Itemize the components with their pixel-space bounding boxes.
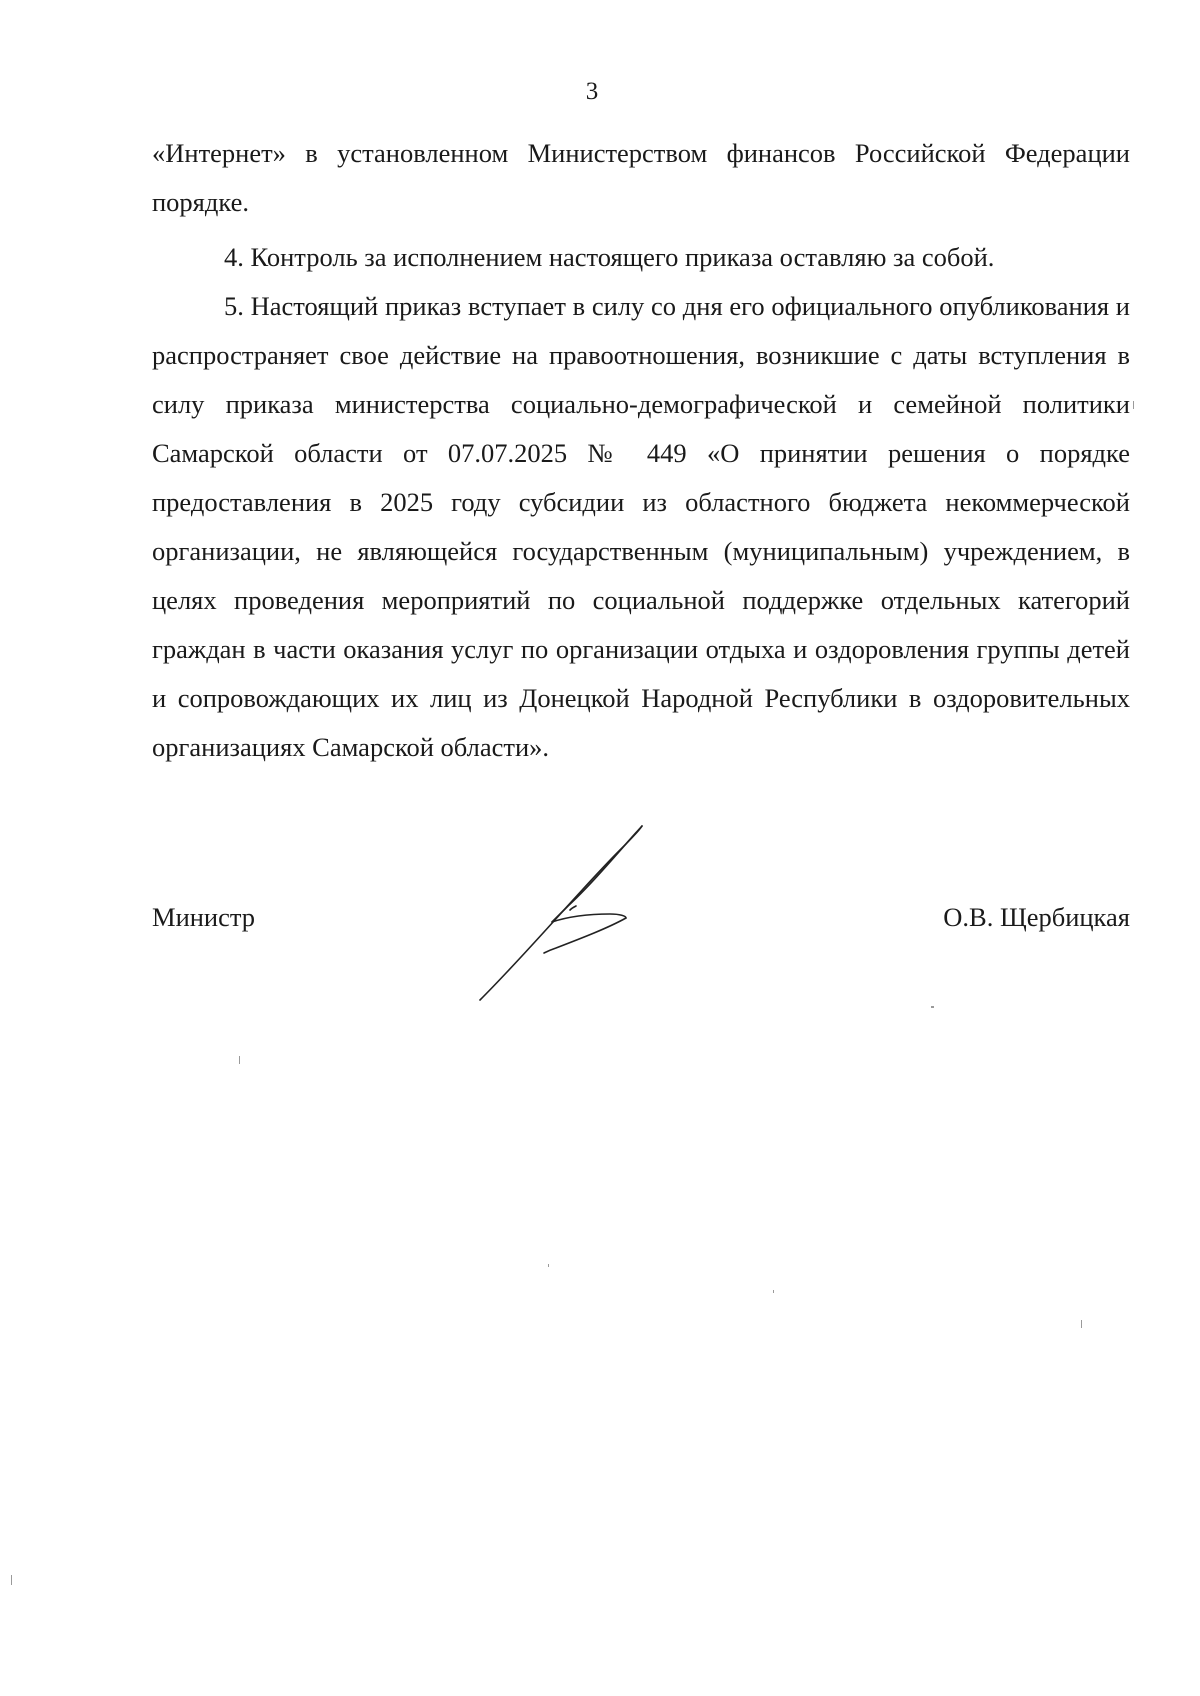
signatory-name: О.В. Щербицкая — [943, 902, 1130, 932]
signature-row — [152, 902, 1130, 942]
scan-speck — [239, 1056, 240, 1064]
scan-speck — [1133, 401, 1134, 409]
continuation-line-1: «Интернет» в установленном Министерством финансов Российской Федерации — [152, 138, 1130, 168]
scan-speck — [548, 1264, 549, 1267]
item-5-text: 5. Настоящий приказ вступает в силу со дня его официального опубликования и распространяет свое действие на правоотношения, возникшие с даты вступления в силу приказа министерства социально-демографической и семейной политики Самарской области от 07.07.2025 № 449 «О принятии решения о порядке предоставления в 2025 году субсидии из областного бюджета некоммерческой организации, не являющейся государственным (муниципальным) учреждением, в целях проведения мероприятий по социальной поддержке отдельных категорий граждан в части оказания услуг по организации отдыха и оздоровления группы детей и сопровождающих их лиц из Донецкой Народной Республики в оздоровительных организациях Самарской области». — [152, 291, 1130, 762]
paragraph-item-5 — [152, 282, 1130, 772]
page-number: 3 — [585, 78, 599, 105]
paragraph-item-4 — [152, 233, 1130, 282]
scan-speck — [11, 1575, 12, 1585]
scan-speck — [1081, 1320, 1082, 1328]
scan-speck — [773, 1290, 774, 1293]
signatory-role: Министр — [152, 902, 256, 932]
continuation-paragraph — [152, 129, 1130, 227]
scan-speck — [931, 1006, 934, 1008]
item-4-text: 4. Контроль за исполнением настоящего приказа оставляю за собой. — [224, 242, 995, 272]
continuation-line-2: порядке. — [152, 187, 249, 217]
